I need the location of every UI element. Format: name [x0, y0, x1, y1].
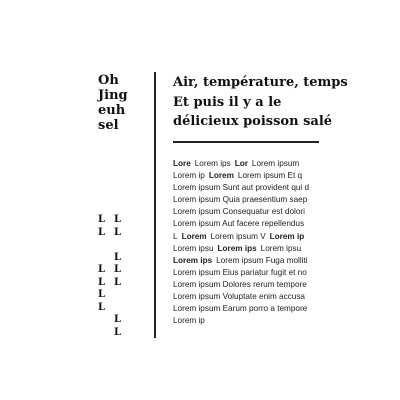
vertical-rule	[154, 72, 156, 338]
mark-letter: L	[98, 214, 106, 225]
body-line	[173, 315, 363, 327]
mark-letter	[98, 252, 110, 265]
body-fragment: Lorem ipsum Consequatur est dolori	[173, 207, 305, 217]
body-fragment: Lorem ip	[173, 316, 205, 326]
marks-column-right	[114, 214, 126, 339]
body-fragment: Lorem ipsum Eius pariatur fugit et no	[173, 267, 307, 277]
body-fragment: Lorem ipsum Et q	[237, 171, 303, 181]
mark-letter: L	[114, 276, 122, 288]
side-title	[98, 73, 150, 133]
mark-letter	[98, 239, 110, 252]
body-bold-fragment: Lore	[173, 159, 191, 168]
marks-column-left	[98, 214, 110, 314]
body-fragment: L	[173, 231, 178, 241]
body-bold-fragment: Lorem ips	[217, 243, 257, 253]
body-text	[173, 158, 363, 327]
mark-letter: L	[114, 326, 122, 338]
mark-letter	[114, 302, 126, 315]
body-line	[173, 194, 363, 206]
mark-letter	[114, 289, 126, 302]
mark-letter: L	[98, 226, 106, 238]
body-line	[173, 267, 363, 279]
body-fragment: Lorem ipsum Fuga molliti	[216, 255, 308, 265]
body-line	[173, 291, 363, 303]
headline-line: Air, température, temps	[173, 75, 348, 90]
body-line	[173, 182, 363, 194]
side-title-line: euh	[98, 103, 126, 118]
body-fragment: Lorem ips	[194, 159, 231, 168]
headline-line: Et puis il y a le	[173, 94, 282, 110]
body-bold-fragment: Lorem ips	[173, 255, 213, 265]
body-fragment: Lorem ipsum Quia praesentium saep	[173, 195, 308, 205]
body-fragment: Lorem ipsum Aut facere repellendus	[173, 219, 305, 229]
body-line	[173, 218, 363, 230]
body-line	[173, 158, 363, 170]
body-fragment: Lorem ipsum	[251, 159, 300, 168]
body-line	[173, 255, 363, 267]
body-line	[173, 243, 363, 255]
mark-letter: L	[114, 251, 122, 263]
mark-letter: L	[98, 289, 106, 300]
mark-letter: L	[114, 226, 122, 238]
body-fragment: Lorem ipsu	[260, 243, 302, 253]
side-title-line: Oh	[98, 73, 119, 88]
body-line	[173, 303, 363, 315]
body-bold-fragment: Lorem	[181, 231, 207, 241]
mark-letter: L	[114, 314, 122, 325]
mark-letter: L	[98, 301, 106, 313]
body-line	[173, 170, 363, 182]
mark-letter: L	[114, 214, 122, 225]
mark-letter	[114, 239, 126, 252]
body-line	[173, 231, 363, 243]
side-title-line: Jing	[98, 88, 128, 103]
side-title-line: sel	[98, 118, 119, 133]
body-fragment: Lorem ipsum Dolores rerum tempore	[173, 279, 307, 289]
body-fragment: Lorem ipsum Sunt aut provident qui d	[173, 183, 310, 193]
mark-letter: L	[98, 264, 106, 275]
body-fragment: Lorem ipsum V	[210, 231, 266, 241]
body-fragment: Lorem ip	[173, 171, 205, 181]
mark-letter: L	[98, 276, 106, 288]
headline	[173, 73, 393, 132]
mark-letter: L	[114, 264, 122, 275]
body-bold-fragment: Lorem	[208, 171, 234, 181]
horizontal-rule	[173, 141, 319, 143]
body-line	[173, 206, 363, 218]
body-bold-fragment: Lor	[234, 159, 248, 168]
body-fragment: Lorem ipsum Voluptate enim accusa	[173, 292, 305, 302]
body-fragment: Lorem ipsum Earum porro a tempore	[173, 304, 308, 314]
headline-line: délicieux poisson salé	[173, 114, 333, 129]
body-fragment: Lorem ipsu	[173, 243, 214, 253]
body-bold-fragment: Lorem ip	[269, 231, 305, 241]
body-line	[173, 279, 363, 291]
